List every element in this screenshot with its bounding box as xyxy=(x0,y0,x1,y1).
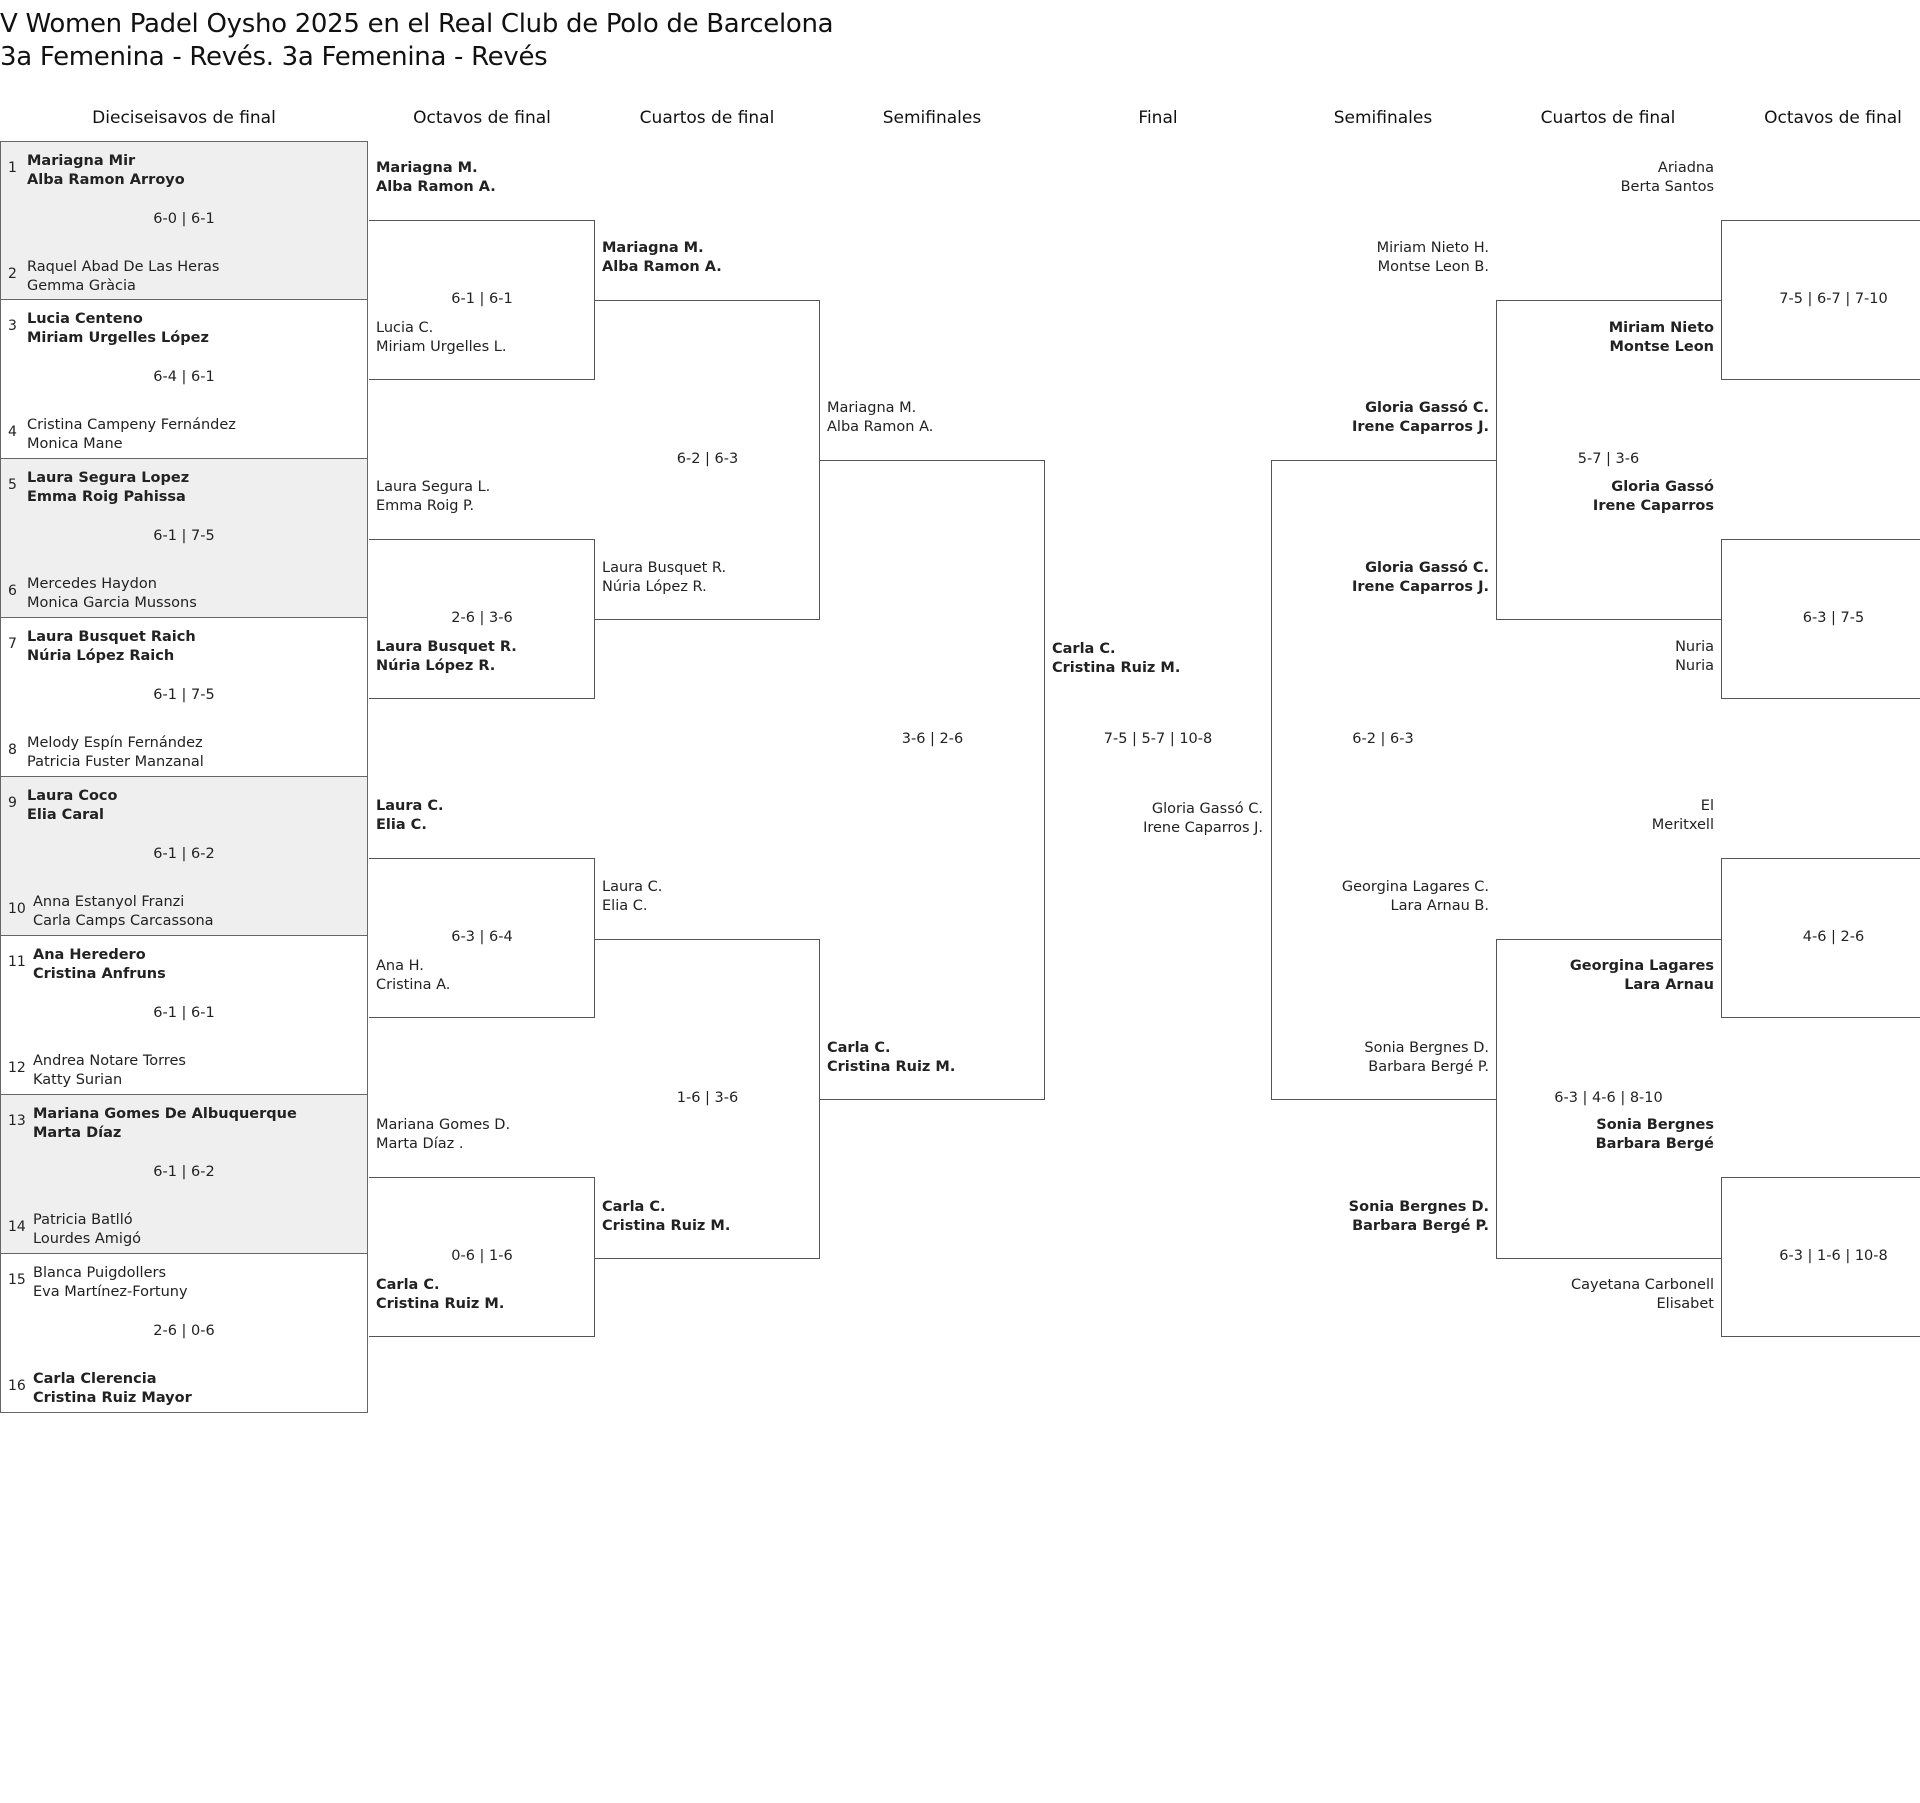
player-name: Emma Roig P. xyxy=(376,498,475,514)
player-name: Nuria xyxy=(1675,639,1714,655)
team-entry[interactable] xyxy=(1571,1276,1714,1314)
player-name: Carla C. xyxy=(827,1040,891,1056)
seed-number: 2 xyxy=(8,266,17,282)
player-name: Montse Leon xyxy=(1609,339,1714,355)
match-score: 6-1 | 6-1 xyxy=(153,1005,215,1021)
match-score: 4-6 | 2-6 xyxy=(1802,929,1865,945)
player-name: Carla C. xyxy=(376,1277,440,1293)
match-box xyxy=(0,141,368,300)
team-entry[interactable] xyxy=(602,878,662,916)
seed-number: 3 xyxy=(8,318,17,334)
seed-number: 16 xyxy=(8,1378,26,1394)
player-name: Barbara Bergé P. xyxy=(1352,1218,1489,1234)
team-entry[interactable] xyxy=(376,159,496,197)
team-entry[interactable] xyxy=(376,638,517,676)
player-name: Irene Caparros J. xyxy=(1143,820,1263,836)
round-header: Semifinales xyxy=(1333,108,1433,128)
player-name: Blanca Puigdollers xyxy=(33,1265,166,1281)
team-entry[interactable] xyxy=(33,1052,186,1090)
player-name: Irene Caparros J. xyxy=(1351,419,1489,435)
player-name: Melody Espín Fernández xyxy=(27,735,203,751)
team-entry[interactable] xyxy=(1609,319,1714,357)
player-name: Laura Busquet R. xyxy=(376,639,517,655)
player-name: Barbara Bergé xyxy=(1595,1136,1714,1152)
match-score: 7-5 | 6-7 | 7-10 xyxy=(1779,291,1888,307)
team-entry[interactable] xyxy=(27,469,189,507)
seed-number: 15 xyxy=(8,1272,26,1288)
match-score: 6-3 | 1-6 | 10-8 xyxy=(1779,1248,1888,1264)
team-entry[interactable] xyxy=(1342,878,1489,916)
match-score: 6-2 | 6-3 xyxy=(676,451,739,467)
seed-number: 11 xyxy=(8,954,26,970)
team-entry[interactable] xyxy=(1621,159,1714,197)
match-box xyxy=(0,459,368,618)
seed-number: 13 xyxy=(8,1113,26,1129)
player-name: Alba Ramon A. xyxy=(376,179,496,195)
team-entry[interactable] xyxy=(602,559,726,597)
player-name: Cristina Campeny Fernández xyxy=(27,417,236,433)
player-name: Miriam Nieto xyxy=(1608,320,1714,336)
match-score: 1-6 | 3-6 xyxy=(676,1090,739,1106)
category-title: 3a Femenina - Revés. 3a Femenina - Revés xyxy=(0,42,548,72)
round-header: Cuartos de final xyxy=(639,108,775,128)
team-entry[interactable] xyxy=(33,1370,192,1408)
team-entry[interactable] xyxy=(33,1105,297,1143)
seed-number: 9 xyxy=(8,795,17,811)
seed-number: 12 xyxy=(8,1060,26,1076)
player-name: Carla Clerencia xyxy=(33,1371,157,1387)
team-entry[interactable] xyxy=(827,399,933,437)
player-name: Núria López R. xyxy=(376,658,496,674)
player-name: Nuria xyxy=(1675,658,1714,674)
player-name: Gloria Gassó C. xyxy=(1151,801,1263,817)
team-entry[interactable] xyxy=(827,1039,955,1077)
round-header: Cuartos de final xyxy=(1540,108,1676,128)
match-box xyxy=(0,618,368,777)
player-name: Gloria Gassó C. xyxy=(1365,400,1489,416)
player-name: Lucia C. xyxy=(376,320,434,336)
match-score: 6-1 | 6-1 xyxy=(451,291,513,307)
player-name: Lara Arnau xyxy=(1624,977,1714,993)
player-name: Alba Ramon A. xyxy=(827,419,934,435)
player-name: Laura C. xyxy=(602,879,663,895)
match-score: 6-4 | 6-1 xyxy=(153,369,215,385)
bracket-connector xyxy=(820,460,1045,1100)
team-entry[interactable] xyxy=(27,575,197,613)
player-name: Miriam Urgelles López xyxy=(27,330,209,346)
player-name: Cristina A. xyxy=(376,977,451,993)
player-name: Andrea Notare Torres xyxy=(33,1053,186,1069)
round-header: Octavos de final xyxy=(413,108,551,128)
player-name: Elisabet xyxy=(1656,1296,1714,1312)
team-entry[interactable] xyxy=(1352,399,1489,437)
team-entry[interactable] xyxy=(1377,239,1489,277)
match-score: 2-6 | 3-6 xyxy=(451,610,513,626)
player-name: Cayetana Carbonell xyxy=(1571,1277,1714,1293)
player-name: Laura Coco xyxy=(27,788,118,804)
match-score: 6-1 | 7-5 xyxy=(153,528,215,544)
player-name: Georgina Lagares C. xyxy=(1341,879,1489,895)
match-score: 6-1 | 6-2 xyxy=(153,1164,215,1180)
player-name: Barbara Bergé P. xyxy=(1368,1059,1489,1075)
player-name: Irene Caparros xyxy=(1592,498,1714,514)
match-score: 6-3 | 6-4 xyxy=(451,929,513,945)
final-score: 7-5 | 5-7 | 10-8 xyxy=(1103,731,1213,747)
player-name: Monica Mane xyxy=(27,436,123,452)
player-name: Marta Díaz xyxy=(33,1125,122,1141)
round-header: Dieciseisavos de final xyxy=(92,108,276,128)
match-score: 6-1 | 6-2 xyxy=(153,846,215,862)
team-entry[interactable] xyxy=(1052,640,1180,678)
seed-number: 8 xyxy=(8,742,17,758)
player-name: Gemma Gràcia xyxy=(27,278,136,294)
match-score: 5-7 | 3-6 xyxy=(1577,451,1640,467)
player-name: Mercedes Haydon xyxy=(27,576,157,592)
match-score: 6-3 | 4-6 | 8-10 xyxy=(1554,1090,1663,1106)
match-box xyxy=(0,777,368,936)
team-entry[interactable] xyxy=(376,1116,510,1154)
match-score: 6-0 | 6-1 xyxy=(153,211,215,227)
player-name: Cristina Ruiz Mayor xyxy=(33,1390,192,1406)
match-box xyxy=(0,1254,368,1413)
player-name: Laura Segura L. xyxy=(376,479,491,495)
team-entry[interactable] xyxy=(27,310,209,348)
player-name: Elia C. xyxy=(602,898,648,914)
match-box xyxy=(0,300,368,459)
player-name: Gloria Gassó C. xyxy=(1365,560,1489,576)
player-name: Mariana Gomes D. xyxy=(376,1117,511,1133)
player-name: Núria López Raich xyxy=(27,648,175,664)
match-box xyxy=(0,1095,368,1254)
tournament-title: V Women Padel Oysho 2025 en el Real Club de Polo de Barcelona xyxy=(0,9,834,39)
player-name: Patricia Fuster Manzanal xyxy=(27,754,204,770)
player-name: Meritxell xyxy=(1651,817,1714,833)
team-entry[interactable] xyxy=(27,152,185,190)
player-name: Ana Heredero xyxy=(33,947,146,963)
player-name: Irene Caparros J. xyxy=(1351,579,1489,595)
player-name: Georgina Lagares xyxy=(1569,958,1714,974)
player-name: Laura Busquet R. xyxy=(602,560,727,576)
team-entry[interactable] xyxy=(33,1211,141,1249)
player-name: Raquel Abad De Las Heras xyxy=(27,259,220,275)
team-entry[interactable] xyxy=(1593,478,1714,516)
player-name: Gloria Gassó xyxy=(1611,479,1714,495)
team-entry[interactable] xyxy=(1143,800,1263,838)
player-name: Cristina Ruiz M. xyxy=(602,1218,731,1234)
player-name: Laura C. xyxy=(376,798,444,814)
player-name: Elia C. xyxy=(376,817,427,833)
player-name: Carla C. xyxy=(602,1199,666,1215)
player-name: Miriam Nieto H. xyxy=(1376,240,1489,256)
player-name: Lucia Centeno xyxy=(27,311,143,327)
seed-number: 10 xyxy=(8,901,26,917)
team-entry[interactable] xyxy=(33,1264,188,1302)
player-name: Alba Ramon Arroyo xyxy=(27,172,185,188)
match-score: 3-6 | 2-6 xyxy=(901,731,964,747)
player-name: Mariagna M. xyxy=(376,160,478,176)
team-entry[interactable] xyxy=(27,628,196,666)
player-name: Montse Leon B. xyxy=(1377,259,1489,275)
round-header: Semifinales xyxy=(882,108,982,128)
player-name: Emma Roig Pahissa xyxy=(27,489,186,505)
player-name: Lara Arnau B. xyxy=(1390,898,1489,914)
team-entry[interactable] xyxy=(376,319,506,357)
player-name: Laura Segura Lopez xyxy=(27,470,190,486)
player-name: Mariagna Mir xyxy=(27,153,136,169)
player-name: Ana H. xyxy=(376,958,424,974)
team-entry[interactable] xyxy=(1364,1039,1489,1077)
round-header: Octavos de final xyxy=(1764,108,1902,128)
team-entry[interactable] xyxy=(1675,638,1714,676)
match-score: 0-6 | 1-6 xyxy=(451,1248,513,1264)
match-score: 6-2 | 6-3 xyxy=(1352,731,1414,747)
team-entry[interactable] xyxy=(27,734,204,772)
player-name: Eva Martínez-Fortuny xyxy=(33,1284,188,1300)
player-name: Miriam Urgelles L. xyxy=(376,339,507,355)
match-score: 6-3 | 7-5 xyxy=(1802,610,1865,626)
player-name: Monica Garcia Mussons xyxy=(27,595,197,611)
player-name: Patricia Batlló xyxy=(33,1212,133,1228)
team-entry[interactable] xyxy=(376,1276,504,1314)
team-entry[interactable] xyxy=(376,797,443,835)
seed-number: 5 xyxy=(8,477,17,493)
round-header: Final xyxy=(1138,108,1178,128)
team-entry[interactable] xyxy=(27,787,118,825)
player-name: Laura Busquet Raich xyxy=(27,629,196,645)
team-entry[interactable] xyxy=(33,946,166,984)
player-name: Carla C. xyxy=(1052,641,1116,657)
team-entry[interactable] xyxy=(376,957,450,995)
seed-number: 1 xyxy=(8,160,17,176)
team-entry[interactable] xyxy=(33,893,214,931)
player-name: Cristina Anfruns xyxy=(33,966,166,982)
player-name: Mariagna M. xyxy=(827,400,917,416)
match-box xyxy=(0,936,368,1095)
team-entry[interactable] xyxy=(602,239,722,277)
player-name: Mariana Gomes De Albuquerque xyxy=(33,1106,297,1122)
match-score: 2-6 | 0-6 xyxy=(153,1323,215,1339)
player-name: Núria López R. xyxy=(602,579,707,595)
player-name: Sonia Bergnes D. xyxy=(1364,1040,1489,1056)
player-name: Sonia Bergnes D. xyxy=(1348,1199,1489,1215)
player-name: Cristina Ruiz M. xyxy=(376,1296,505,1312)
player-name: Katty Surian xyxy=(33,1072,123,1088)
player-name: Anna Estanyol Franzi xyxy=(33,894,185,910)
seed-number: 14 xyxy=(8,1219,26,1235)
bracket-connector xyxy=(1271,460,1496,1100)
team-entry[interactable] xyxy=(376,478,490,516)
player-name: Mariagna M. xyxy=(602,240,704,256)
team-entry[interactable] xyxy=(1570,957,1714,995)
team-entry[interactable] xyxy=(1652,797,1714,835)
player-name: Marta Díaz . xyxy=(376,1136,464,1152)
team-entry[interactable] xyxy=(27,258,219,296)
seed-number: 7 xyxy=(8,636,17,652)
player-name: Elia Caral xyxy=(27,807,105,823)
player-name: Sonia Bergnes xyxy=(1596,1117,1714,1133)
player-name: Alba Ramon A. xyxy=(602,259,722,275)
player-name: Berta Santos xyxy=(1620,179,1714,195)
team-entry[interactable] xyxy=(602,1198,730,1236)
seed-number: 6 xyxy=(8,583,17,599)
player-name: Cristina Ruiz M. xyxy=(827,1059,956,1075)
player-name: Ariadna xyxy=(1657,160,1714,176)
player-name: Lourdes Amigó xyxy=(33,1231,142,1247)
seed-number: 4 xyxy=(8,424,17,440)
team-entry[interactable] xyxy=(1596,1116,1714,1154)
team-entry[interactable] xyxy=(27,416,236,454)
team-entry[interactable] xyxy=(1352,559,1489,597)
player-name: Cristina Ruiz M. xyxy=(1052,660,1181,676)
player-name: El xyxy=(1700,798,1714,814)
match-score: 6-1 | 7-5 xyxy=(153,687,215,703)
team-entry[interactable] xyxy=(1349,1198,1489,1236)
player-name: Carla Camps Carcassona xyxy=(33,913,214,929)
